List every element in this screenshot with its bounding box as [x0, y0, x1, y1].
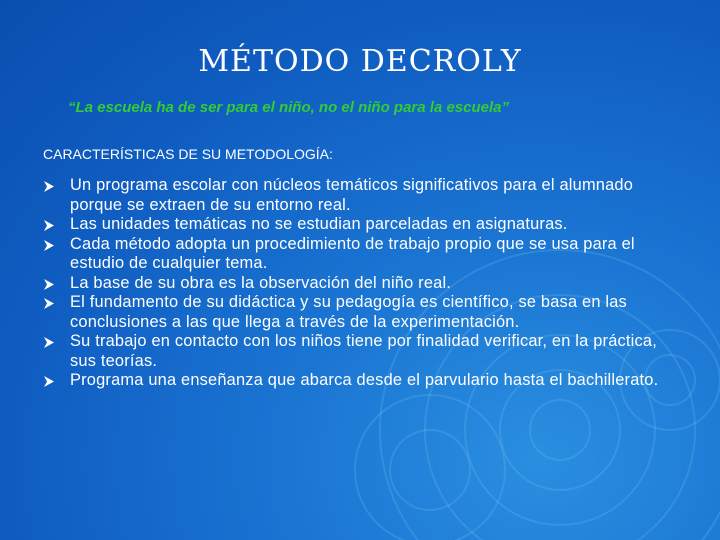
slide-title: MÉTODO DECROLY	[198, 44, 522, 79]
list-item	[44, 176, 684, 215]
list-item-text: Programa una enseñanza que abarca desde el parvulario hasta el bachillerato.	[70, 371, 659, 389]
list-item	[44, 235, 684, 274]
arrowhead-bullet-icon	[44, 220, 54, 231]
list-item-text: La base de su obra es la observación del niño real.	[70, 273, 452, 292]
arrowhead-bullet-icon	[44, 279, 54, 290]
list-item-text: Cada método adopta un procedimiento de trabajo propio que se usa para el estudio de cualquier tema.	[70, 234, 635, 272]
list-item-text: Su trabajo en contacto con los niños tiene por finalidad verificar, en la práctica, sus teorías.	[70, 332, 657, 370]
list-item	[44, 332, 684, 371]
list-item	[44, 371, 684, 391]
characteristics-list	[44, 176, 684, 391]
list-item	[44, 274, 684, 294]
section-subtitle: CARACTERÍSTICAS DE SU METODOLOGÍA:	[43, 146, 333, 162]
arrowhead-bullet-icon	[44, 337, 54, 348]
arrowhead-bullet-icon	[44, 376, 54, 387]
arrowhead-bullet-icon	[44, 181, 54, 192]
list-item	[44, 215, 684, 235]
list-item-text: Las unidades temáticas no se estudian parceladas en asignaturas.	[70, 215, 568, 233]
list-item-text: El fundamento de su didáctica y su pedagogía es científico, se basa en las conclusiones a las que llega a través de la experimentación.	[70, 293, 627, 331]
arrowhead-bullet-icon	[44, 240, 54, 251]
list-item-text: Un programa escolar con núcleos temáticos significativos para el alumnado porque se extraen de su entorno real.	[70, 176, 634, 214]
slide-quote: “La escuela ha de ser para el niño, no el niño para la escuela”	[68, 99, 509, 116]
arrowhead-bullet-icon	[44, 298, 54, 309]
list-item	[44, 293, 684, 332]
